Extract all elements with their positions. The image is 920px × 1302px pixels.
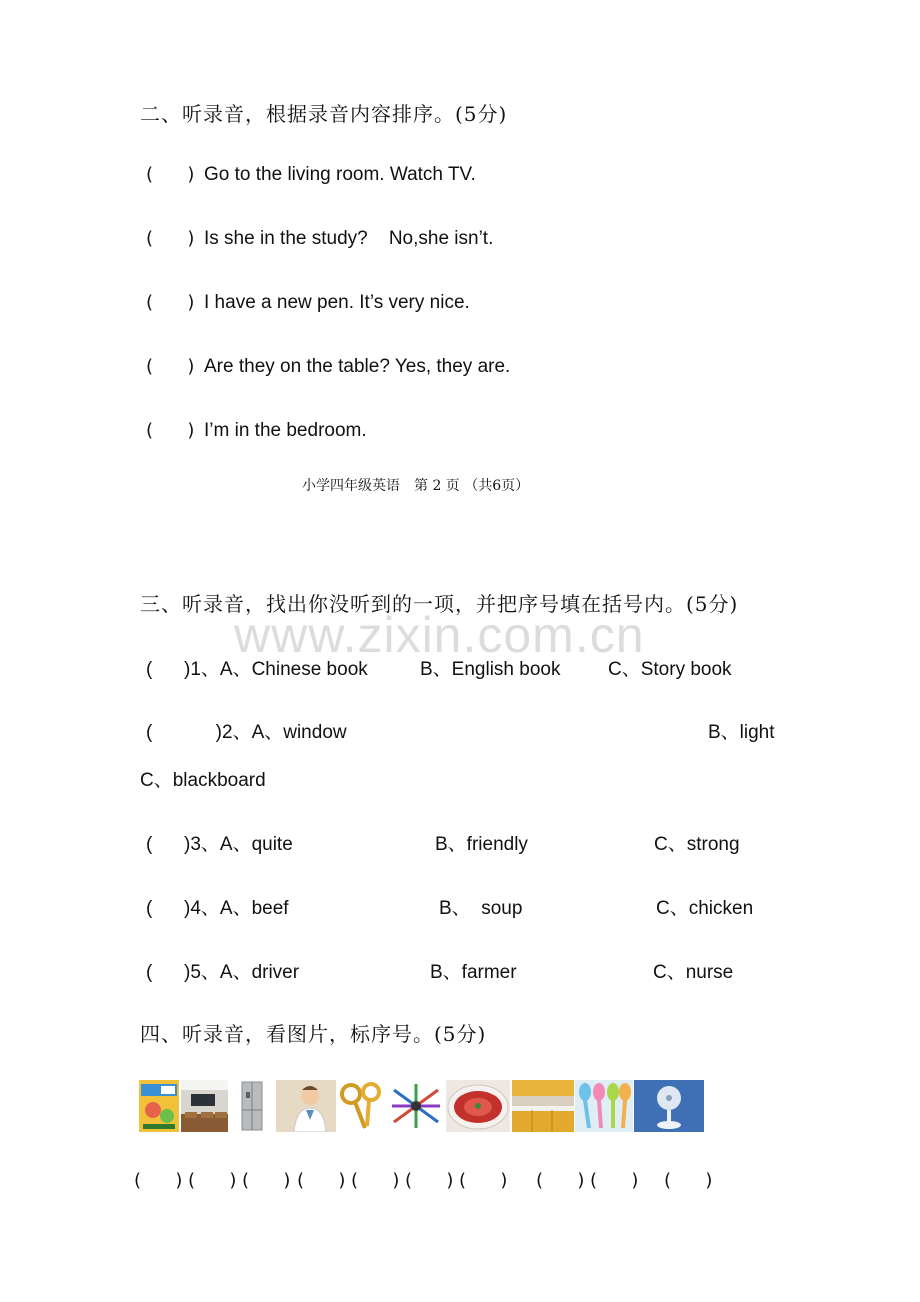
picture-answer-paren[interactable]: ( ) [242, 1170, 291, 1191]
classroom-icon [181, 1080, 228, 1132]
page-footer: 小学四年级英语 第 2 页 （共6页） [302, 478, 530, 494]
answer-paren[interactable]: ( ) [146, 228, 195, 249]
q5-option-b: B、farmer [430, 962, 517, 983]
q4-option-c: C、chicken [656, 898, 754, 919]
fridge-icon [236, 1080, 268, 1132]
picture-answer-paren[interactable]: ( ) [134, 1170, 183, 1191]
q1-option-b: B、English book [420, 659, 561, 680]
question-text: Is she in the study? No,she isn’t. [204, 228, 494, 249]
answer-paren[interactable]: ( ) [146, 164, 195, 185]
q2-option-a[interactable]: ( )2、A、window [146, 722, 347, 743]
beef-icon [446, 1080, 510, 1132]
answer-paren[interactable]: ( ) [146, 292, 195, 313]
q3-option-a[interactable]: ( )3、A、quite [146, 834, 293, 855]
question-text: I’m in the bedroom. [204, 420, 367, 441]
picture-answer-paren[interactable]: ( ) [459, 1170, 508, 1191]
watermark: www.zixin.com.cn [234, 607, 645, 663]
doctor-icon [276, 1080, 336, 1132]
kitchen-icon [512, 1080, 574, 1132]
q2-option-b: B、light [708, 722, 775, 743]
q4-option-a[interactable]: ( )4、A、beef [146, 898, 289, 919]
keys-icon [337, 1080, 387, 1132]
section-2-heading: 二、听录音，根据录音内容排序。(5分) [140, 102, 508, 126]
answer-paren[interactable]: ( ) [146, 356, 195, 377]
fan-icon [634, 1080, 704, 1132]
book-icon [139, 1080, 179, 1132]
question-text: Are they on the table? Yes, they are. [204, 356, 511, 377]
q5-option-a[interactable]: ( )5、A、driver [146, 962, 300, 983]
section-3-heading: 三、听录音，找出你没听到的一项，并把序号填在括号内。(5分) [140, 592, 739, 616]
picture-answer-paren[interactable]: ( ) [405, 1170, 454, 1191]
question-text: I have a new pen. It’s very nice. [204, 292, 470, 313]
picture-answer-paren[interactable]: ( ) [297, 1170, 346, 1191]
picture-answer-paren[interactable]: ( ) [188, 1170, 237, 1191]
q2-option-c: C、blackboard [140, 770, 266, 791]
picture-answer-paren[interactable]: ( ) [590, 1170, 639, 1191]
picture-answer-paren[interactable]: ( ) [664, 1170, 713, 1191]
answer-paren[interactable]: ( ) [146, 420, 195, 441]
spoons-icon [575, 1080, 633, 1132]
picture-answer-paren[interactable]: ( ) [351, 1170, 400, 1191]
q3-option-c: C、strong [654, 834, 740, 855]
picture-answer-paren[interactable]: ( ) [536, 1170, 585, 1191]
section-4-heading: 四、听录音，看图片，标序号。(5分) [140, 1022, 487, 1046]
q1-option-a[interactable]: ( )1、A、Chinese book [146, 659, 368, 680]
q4-option-b: B、 soup [439, 898, 523, 919]
question-text: Go to the living room. Watch TV. [204, 164, 476, 185]
glasses-icon [388, 1080, 444, 1132]
q3-option-b: B、friendly [435, 834, 528, 855]
q1-option-c: C、Story book [608, 659, 732, 680]
q5-option-c: C、nurse [653, 962, 734, 983]
